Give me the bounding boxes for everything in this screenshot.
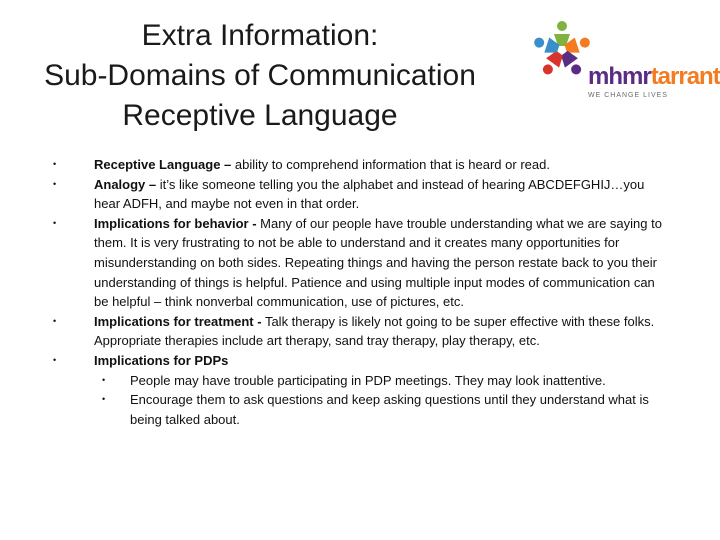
sub-item-text: People may have trouble participating in PDP meetings. They may look inattentive. [130,372,606,388]
bullet-icon: • [102,374,106,385]
sub-item-text: Encourage them to ask questions and keep asking questions until they understand what is being talked about. [130,392,649,427]
item-text: it’s like someone telling you the alphabet and instead of hearing ABCDEFGHIJ…you hear ADFH, and maybe not even in that order. [94,176,645,212]
list-item [50,312,666,351]
bullet-icon: • [53,178,57,189]
mhmr-tarrant-logo [526,14,720,114]
sub-list-item [94,390,666,429]
list-item [50,351,666,429]
list-item [50,214,666,312]
item-text: ability to comprehend information that is heard or read. [231,157,550,172]
item-text: Many of our people have trouble understanding what we are saying to them. It is very frustrating to not be able to understand and it creates many opportunities for misunderstanding on both sides. Repeating things and having the person restate back to you their understanding of things is helpful. Patience and using multiple input modes of communication can be helpful – think nonverbal communication, use of pictures, etc. [94,215,662,310]
sub-list-item [94,371,666,391]
title-line: Sub-Domains of Communication [44,59,476,92]
item-heading: Receptive Language – [94,157,232,172]
bullet-list [50,155,666,429]
list-item [50,155,666,175]
list-item [50,175,666,214]
logo-name-part1: mhmr [588,63,651,90]
item-heading: Implications for treatment - [94,313,262,329]
bullet-icon: • [53,315,57,326]
bullet-icon: • [53,354,57,365]
item-heading: Implications for PDPs [94,352,229,368]
slide-title [0,16,520,136]
bullet-icon: • [102,394,106,405]
logo-tagline: WE CHANGE LIVES [588,92,668,99]
logo-name-part2: tarrant [650,63,720,90]
item-text: Talk therapy is likely not going to be super effective with these folks. Appropriate therapies include art therapy, sand tray therapy, play therapy, etc. [94,313,655,349]
item-heading: Implications for behavior - [94,215,257,231]
bullet-icon: • [53,217,57,228]
item-heading: Analogy – [94,176,157,192]
title-line: Extra Information: [141,19,379,52]
bullet-icon: • [53,159,57,169]
title-line: Receptive Language [122,99,398,132]
logo-wordmark [588,64,720,90]
